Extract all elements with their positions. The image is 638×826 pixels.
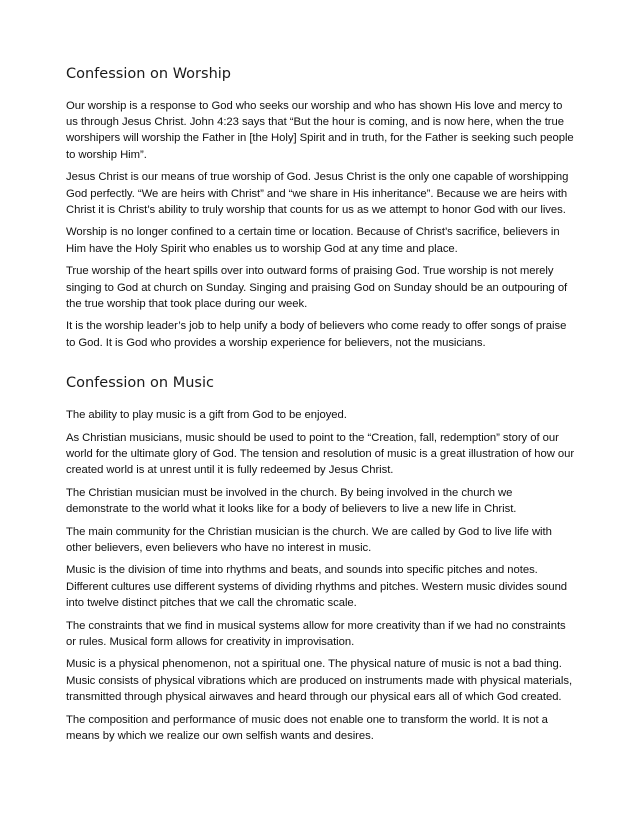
section-worship xyxy=(66,64,576,351)
paragraph: The composition and performance of music does not enable one to transform the world. It is not a means by which we realize our own selfish wants and desires. xyxy=(66,713,548,742)
paragraph: Music is a physical phenomenon, not a spiritual one. The physical nature of music is not a bad thing. Music consists of physical vibrations which are produced on instruments made with physical materials, transmitted through physical airwaves and heard through our physical ears all of which God created. xyxy=(66,658,573,703)
paragraph: As Christian musicians, music should be used to point to the “Creation, fall, redemption” story of our world for the ultimate glory of God. The tension and resolution of music is a great illustration of how our created world is at unrest until it is fully redeemed by Jesus Christ. xyxy=(66,431,575,476)
section-music xyxy=(66,373,576,744)
paragraph: Music is the division of time into rhythms and beats, and sounds into specific pitches and notes. Different cultures use different systems of dividing rhythms and pitches. Western music divides sound into twelve distinct pitches that we call the chromatic scale. xyxy=(66,564,568,609)
paragraph: The constraints that we find in musical systems allow for more creativity than if we had no constraints or rules. Musical form allows for creativity in improvisation. xyxy=(66,619,566,648)
paragraph: Our worship is a response to God who seeks our worship and who has shown His love and mercy to us through Jesus Christ. John 4:23 says that “But the hour is coming, and is now here, when the true worshipers will worship the Father in [the Holy] Spirit and in truth, for the Father is seeking such people to worship Him”. xyxy=(66,100,574,161)
section-heading: Confession on Music xyxy=(66,374,214,391)
paragraph: Worship is no longer confined to a certain time or location. Because of Christ’s sacrifice, believers in Him have the Holy Spirit who enables us to worship God at any time and place. xyxy=(66,226,560,255)
paragraph: The ability to play music is a gift from God to be enjoyed. xyxy=(66,408,347,421)
paragraph: Jesus Christ is our means of true worship of God. Jesus Christ is the only one capable of worshipping God perfectly. “We are heirs with Christ” and “we share in His inheritance”. Because we are heirs with Christ it is Christ’s ability to truly worship that counts for us as we attempt to honor God with our lives. xyxy=(66,171,569,216)
paragraph: True worship of the heart spills over into outward forms of praising God. True worship is not merely singing to God at church on Sunday. Singing and praising God on Sunday should be an outpouring of the true worship that took place during our week. xyxy=(66,265,568,310)
document-page xyxy=(66,64,576,751)
paragraph: It is the worship leader’s job to help unify a body of believers who come ready to offer songs of praise to God. It is God who provides a worship experience for believers, not the musicians. xyxy=(66,320,567,349)
paragraph: The main community for the Christian musician is the church. We are called by God to live life with other believers, even believers who have no interest in music. xyxy=(66,525,552,554)
section-heading: Confession on Worship xyxy=(66,66,231,82)
paragraph: The Christian musician must be involved in the church. By being involved in the church we demonstrate to the world what it looks like for a body of believers to live a new life in Christ. xyxy=(66,486,517,515)
